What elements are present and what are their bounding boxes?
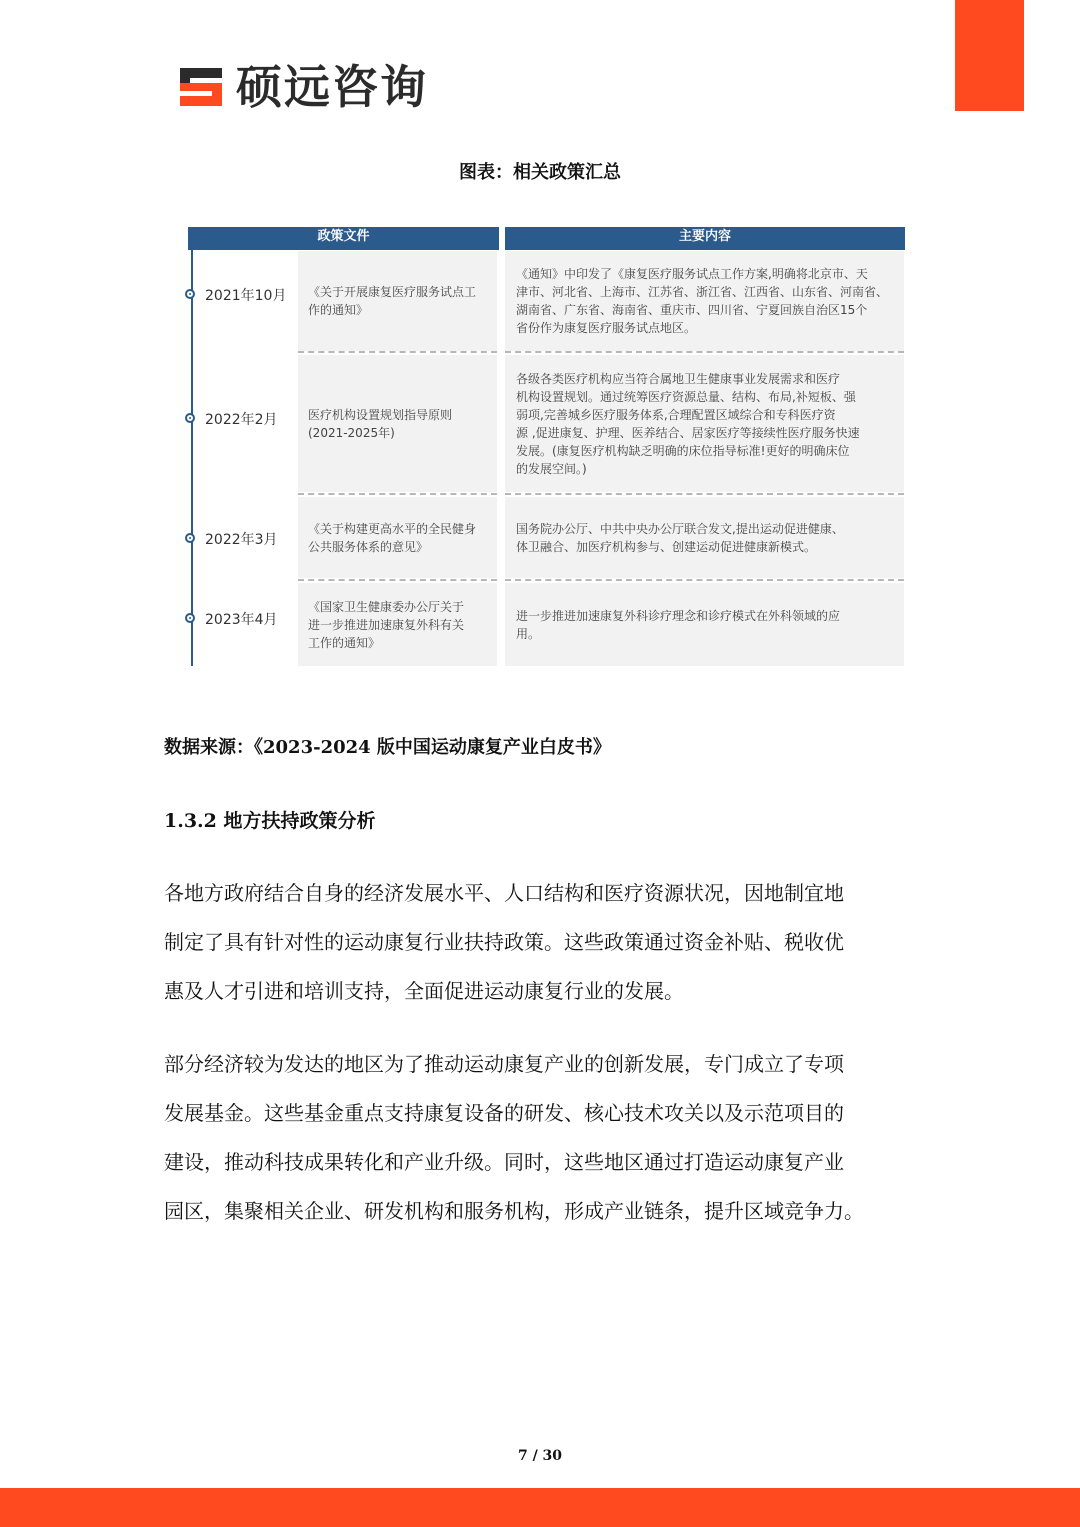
policy-doc-cell — [298, 355, 497, 492]
row-divider — [298, 493, 497, 495]
table-row — [183, 583, 908, 666]
brand-logo — [176, 62, 428, 112]
timeline-dot-icon — [185, 413, 195, 423]
content-line: 用。 — [516, 626, 541, 641]
main-content-cell — [505, 251, 904, 351]
main-content-cell — [505, 497, 904, 578]
content-line: 发展。(康复医疗机构缺乏明确的床位指导标准!更好的明确床位 — [516, 443, 850, 458]
content-line: 《通知》中印发了《康复医疗服务试点工作方案,明确将北京市、天 — [516, 267, 868, 281]
row-date: 2022年3月 — [205, 532, 278, 548]
doc-line: 工作的通知》 — [308, 635, 381, 650]
timeline-dot-icon — [185, 613, 195, 623]
content-line: 省份作为康复医疗服务试点地区。 — [516, 321, 697, 335]
content-line: 机构设置规划。通过统筹医疗资源总量、结构、布局,补短板、强 — [516, 389, 856, 404]
policy-doc-cell — [298, 583, 497, 666]
body-paragraph — [164, 1040, 924, 1236]
row-divider — [505, 493, 904, 495]
timeline-dot-icon — [185, 289, 195, 299]
policy-doc-cell — [298, 497, 497, 578]
policy-table — [183, 224, 908, 670]
corner-accent-block — [955, 0, 1024, 111]
header-main-content: 主要内容 — [505, 227, 905, 247]
main-content-cell — [505, 355, 904, 492]
content-line: 源 ,促进康复、护理、医养结合、居家医疗等接续性医疗服务快速 — [516, 425, 860, 440]
doc-line: 公共服务体系的意见》 — [308, 539, 429, 554]
content-line: 湖南省、广东省、海南省、重庆市、四川省、宁夏回族自治区15个 — [516, 303, 868, 317]
timeline-dot-icon — [185, 533, 195, 543]
brand-s-logo-icon — [176, 64, 226, 110]
row-divider — [505, 351, 904, 353]
content-line: 国务院办公厅、中共中央办公厅联合发文,提出运动促进健康、 — [516, 521, 844, 536]
doc-line: 作的通知》 — [308, 303, 369, 317]
paragraph-line: 各地方政府结合自身的经济发展水平、人口结构和医疗资源状况，因地制宜地 — [164, 881, 844, 905]
row-divider — [298, 579, 497, 581]
paragraph-line: 部分经济较为发达的地区为了推动运动康复产业的创新发展，专门成立了专项 — [164, 1052, 844, 1076]
section-heading: 1.3.2 地方扶持政策分析 — [164, 810, 376, 832]
doc-line: 《关于开展康复医疗服务试点工 — [308, 285, 477, 299]
page-number: 7 / 30 — [517, 1448, 563, 1464]
figure-title: 图表：相关政策汇总 — [459, 162, 621, 183]
policy-doc-cell — [298, 251, 497, 351]
content-line: 进一步推进加速康复外科诊疗理念和诊疗模式在外科领域的应 — [516, 608, 841, 623]
paragraph-line: 制定了具有针对性的运动康复行业扶持政策。这些政策通过资金补贴、税收优 — [164, 930, 844, 954]
row-date: 2022年2月 — [205, 412, 278, 428]
body-paragraph — [164, 869, 924, 1016]
row-date: 2023年4月 — [205, 612, 278, 628]
doc-line: (2021-2025年) — [308, 425, 395, 440]
doc-line: 《关于构建更高水平的全民健身 — [308, 521, 477, 536]
content-line: 体卫融合、加医疗机构参与、创建运动促进健康新模式。 — [516, 539, 817, 554]
row-divider — [505, 579, 904, 581]
content-line: 各级各类医疗机构应当符合属地卫生健康事业发展需求和医疗 — [516, 371, 841, 386]
content-line: 弱项,完善城乡医疗服务体系,合理配置区域综合和专科医疗资 — [516, 407, 836, 422]
paragraph-line: 发展基金。这些基金重点支持康复设备的研发、核心技术攻关以及示范项目的 — [164, 1101, 844, 1125]
table-row — [183, 497, 908, 578]
content-line: 的发展空间。) — [516, 461, 587, 476]
brand-name: 硕远咨询 — [236, 60, 428, 114]
data-source-line: 数据来源：《2023-2024 版中国运动康复产业白皮书》 — [164, 737, 611, 758]
content-line: 津市、河北省、上海市、江苏省、浙江省、江西省、山东省、河南省、 — [516, 285, 889, 299]
paragraph-line: 惠及人才引进和培训支持，全面促进运动康复行业的发展。 — [164, 979, 684, 1003]
row-date: 2021年10月 — [205, 288, 287, 304]
header-underline — [188, 247, 499, 250]
row-divider — [298, 351, 497, 353]
doc-line: 医疗机构设置规划指导原则 — [308, 407, 453, 422]
header-policy-doc: 政策文件 — [188, 227, 499, 247]
table-row — [183, 355, 908, 492]
doc-line: 进一步推进加速康复外科有关 — [308, 617, 465, 632]
main-content-cell — [505, 583, 904, 666]
header-underline — [505, 247, 905, 250]
paragraph-line: 园区，集聚相关企业、研发机构和服务机构，形成产业链条，提升区域竞争力。 — [164, 1199, 864, 1223]
footer-accent-bar — [0, 1488, 1080, 1527]
paragraph-line: 建设，推动科技成果转化和产业升级。同时，这些地区通过打造运动康复产业 — [164, 1150, 844, 1174]
table-row — [183, 251, 908, 351]
doc-line: 《国家卫生健康委办公厅关于 — [308, 599, 465, 614]
